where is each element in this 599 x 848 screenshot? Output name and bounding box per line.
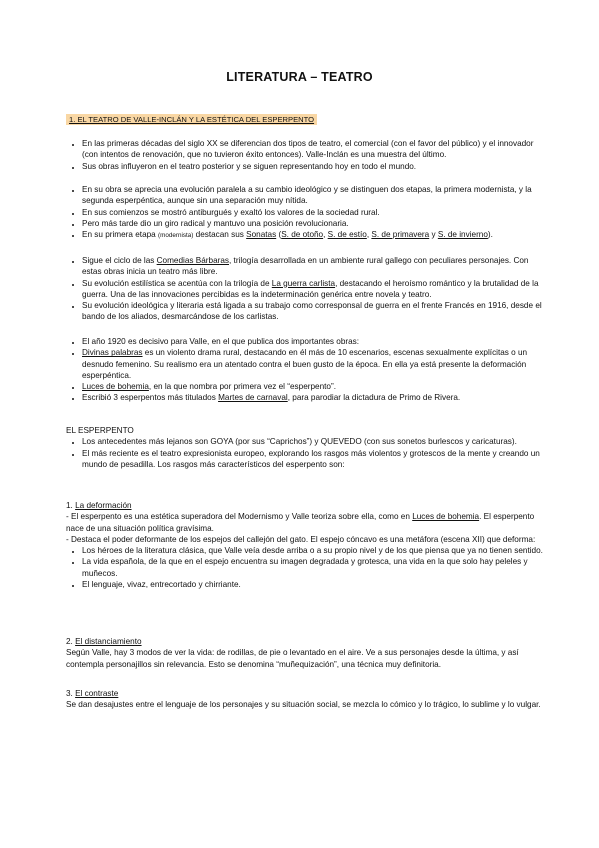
list-item: • El más reciente es el teatro expresionista europeo, explorando los rasgos más violentos y grotescos de la mente y creando un mundo de pesadilla. Los rasgos más característicos del esperpento son: <box>82 448 546 471</box>
paragraph: Según Valle, hay 3 modos de ver la vida: de rodillas, de pie o levantado en el aire. Ve a sus personajes desde la última, y así contempla personajillos sin relevancia. Esto se denomina “muñequización”, una técnica muy definitoria. <box>66 648 519 669</box>
work-title: S. de estío <box>327 230 367 240</box>
list-item: • En su primera etapa (modernista) destacan sus Sonatas (S. de otoño, S. de estío, S. de primavera y S. de invierno). <box>82 229 546 241</box>
ciclos-bullet-list <box>66 255 546 323</box>
list-item: • Luces de bohemia, en la que nombra por primera vez el “esperpento”. <box>82 381 546 392</box>
work-title: Martes de carnaval <box>218 393 288 403</box>
list-item: • Los héroes de la literatura clásica, que Valle veía desde arriba o a su propio nivel y de los que piensa que ya no tienen sentido. <box>82 545 546 556</box>
distanciamiento-section <box>66 636 546 670</box>
work-title: Comedias Bárbaras <box>156 256 229 265</box>
list-item: • Pero más tarde dio un giro radical y mantuvo una posición revolucionaria. <box>82 218 546 229</box>
list-item: • Sus obras influyeron en el teatro posterior y se siguen representando hoy en todo el mundo. <box>82 161 546 172</box>
intro-bullet-list <box>66 138 546 172</box>
work-title: Luces de bohemia <box>412 512 480 522</box>
work-title: Luces de bohemia <box>82 382 149 392</box>
list-item: • La vida española, de la que en el espejo encuentra su imagen degradada y grotesca, una vida en la que solo hay peleles y muñecos. <box>82 556 546 579</box>
list-item: • Escribió 3 esperpentos más titulados Martes de carnaval, para parodiar la dictadura de Primo de Rivera. <box>82 392 546 403</box>
list-item: • Los antecedentes más lejanos son GOYA (por sus “Caprichos”) y QUEVEDO (con sus sonetos burlescos y caricaturas). <box>82 436 546 447</box>
list-item: • En las primeras décadas del siglo XX se diferencian dos tipos de teatro, el comercial (con el favor del público) y el innovador (con intentos de renovación, que no tuvieron éxito entonces). Valle-Inclán es una muestra del último. <box>82 138 546 161</box>
deformacion-section <box>66 500 546 590</box>
paragraph: - El esperpento es una estética superadora del Modernismo y Valle teoriza sobre ella, como en Luces de bohemia. El esperpento nace de una situación política gravísima. <box>66 512 535 533</box>
page-title: LITERATURA – TEATRO <box>226 70 373 84</box>
esperpento-section <box>66 425 546 470</box>
paragraph: Se dan desajustes entre el lenguaje de los personajes y su situación social, se mezcla lo cómico y lo trágico, lo sublime y lo vulgar. <box>66 700 541 710</box>
work-title: La guerra carlista <box>271 278 336 288</box>
work-title: Sonatas <box>246 230 277 240</box>
work-title: S. de invierno <box>437 230 488 240</box>
list-item: • En sus comienzos se mostró antiburgués y exaltó los valores de la sociedad rural. <box>82 207 546 218</box>
list-item: • El año 1920 es decisivo para Valle, en el que publica dos importantes obras: <box>82 336 546 347</box>
work-title: S. de otoño <box>281 230 324 240</box>
section-heading-esperpento: EL ESPERPENTO <box>66 426 134 435</box>
section-heading-teatro-valle-inclan: 1. EL TEATRO DE VALLE-INCLÁN Y LA ESTÉTICA DEL ESPERPENTO <box>66 114 317 125</box>
subheading-contraste: 3. El contraste <box>66 689 119 698</box>
subheading-distanciamiento: 2. El distanciamiento <box>66 637 142 646</box>
work-title: Divinas palabras <box>82 348 143 358</box>
list-item: • Su evolución ideológica y literaria está ligada a su trabajo como corresponsal de guerra en el frente Francés en 1916, desde el bando de los aliados, desmarcándose de los carlistas. <box>82 300 546 323</box>
etapas-bullet-list <box>66 184 546 241</box>
contraste-section <box>66 688 546 711</box>
work-title: S. de primavera <box>371 230 430 240</box>
list-item: • En su obra se aprecia una evolución paralela a su cambio ideológico y se distinguen dos etapas, la primera modernista, y la segunda esperpéntica, aunque sin una separación muy nítida. <box>82 184 546 207</box>
list-item: • Sigue el ciclo de las Comedias Bárbaras, trilogía desarrollada en un ambiente rural gallego con peculiares personajes. Con estas obras inicia un teatro más libre. <box>82 255 546 278</box>
obras-1920-bullet-list <box>66 336 546 404</box>
list-item: • Su evolución estilística se acentúa con la trilogía de La guerra carlista, destacando el heroísmo romántico y la brutalidad de la guerra. Una de las innovaciones percibidas es la indeterminación genérica entre novela y teatro. <box>82 278 546 301</box>
subheading-deformacion: 1. La deformación <box>66 501 132 510</box>
paragraph: - Destaca el poder deformante de los espejos del callejón del gato. El espejo cóncavo es una metáfora (escena XII) que deforma: <box>66 534 536 544</box>
list-item: • El lenguaje, vivaz, entrecortado y chirriante. <box>82 579 546 590</box>
list-item: • Divinas palabras es un violento drama rural, destacando en él más de 10 escenarios, escenas sexualmente explícitas o un desnudo femenino. Su realismo era un atentado contra el buen gusto de la época. En ella ya está presente la deformación esperpéntica. <box>82 347 546 381</box>
